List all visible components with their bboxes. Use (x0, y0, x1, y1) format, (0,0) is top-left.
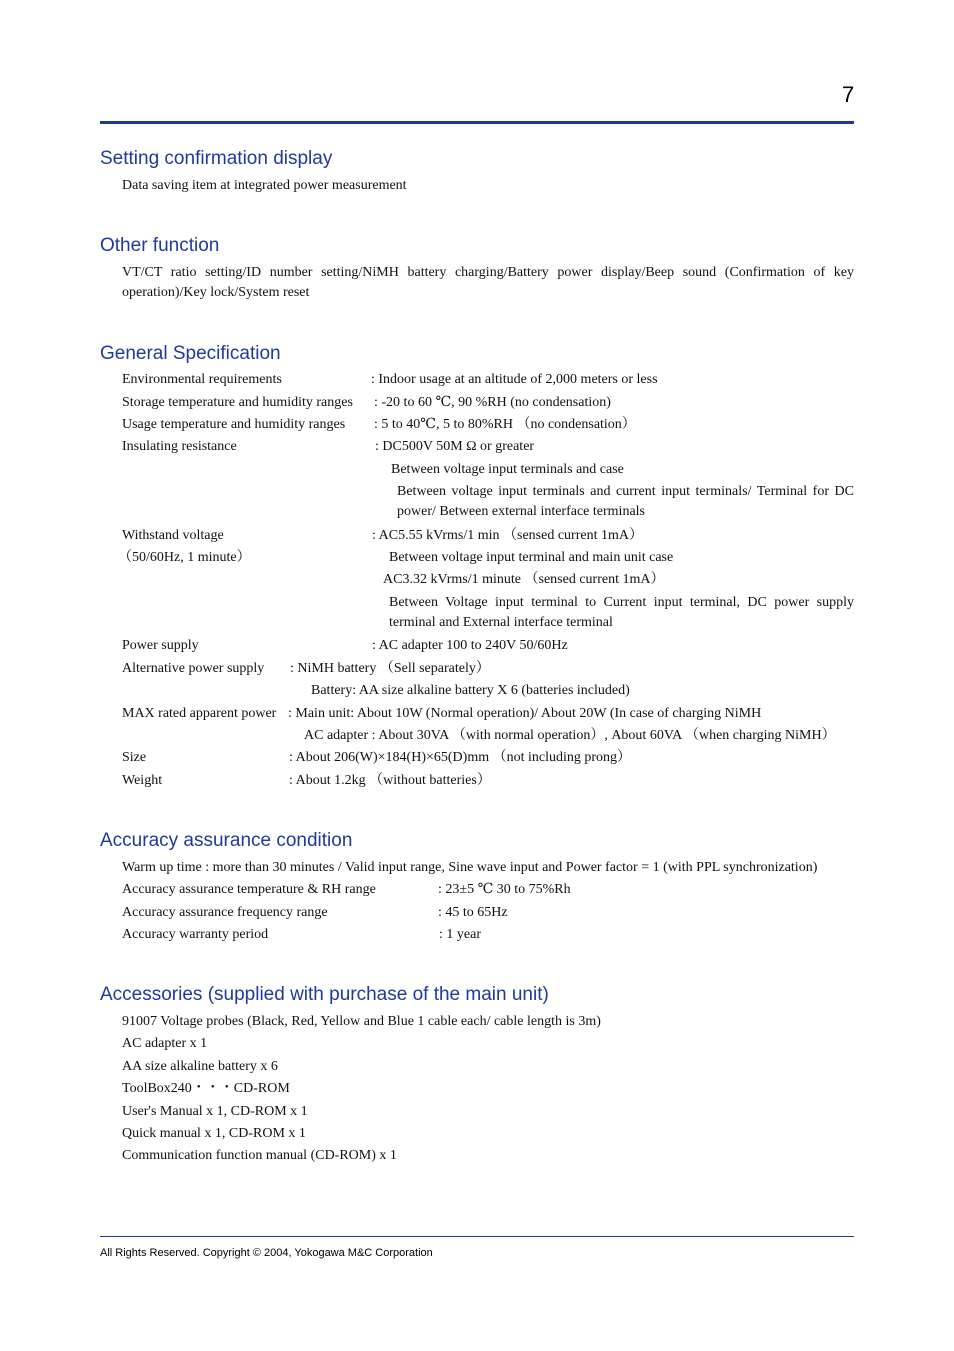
setting-body: Data saving item at integrated power measurement (122, 178, 407, 193)
section-title-accuracy: Accuracy assurance condition (100, 830, 353, 851)
withstand-value1: : AC5.55 kVrms/1 min （sensed current 1mA） (372, 528, 643, 543)
footer-rule (100, 1236, 854, 1237)
insul-line3: Between voltage input terminals and current input terminals/ Terminal for DC power/ Between external interface terminals (397, 484, 854, 519)
withstand-label: Withstand voltage (122, 528, 224, 543)
storage-value: : -20 to 60 ℃, 90 %RH (no condensation) (374, 395, 611, 410)
accuracy-warranty-label: Accuracy warranty period (122, 927, 269, 942)
weight-value: : About 1.2kg （without batteries） (289, 773, 491, 788)
accessory-item: AC adapter x 1 (122, 1036, 208, 1051)
withstand-line4: Between Voltage input terminal to Current input terminal, DC power supply terminal and External interface terminal (389, 595, 854, 630)
withstand-sub: （50/60Hz, 1 minute） (118, 550, 251, 565)
power-label: Power supply (122, 638, 199, 653)
usage-label: Usage temperature and humidity ranges (122, 417, 346, 432)
size-label: Size (122, 750, 147, 765)
max-power-label: MAX rated apparent power (122, 706, 277, 721)
size-value: : About 206(W)×184(H)×65(D)mm （not including prong） (289, 750, 632, 765)
insul-label: Insulating resistance (122, 439, 237, 454)
header-rule (100, 121, 854, 124)
accuracy-freq-value: : 45 to 65Hz (438, 905, 508, 920)
accuracy-temp-label: Accuracy assurance temperature & RH range (122, 882, 376, 897)
accuracy-freq-label: Accuracy assurance frequency range (122, 905, 328, 920)
accuracy-warranty-value: : 1 year (439, 927, 481, 942)
weight-label: Weight (122, 773, 163, 788)
section-title-general: General Specification (100, 343, 281, 364)
section-title-accessories: Accessories (supplied with purchase of the main unit) (100, 984, 549, 1005)
insul-value: : DC500V 50M Ω or greater (375, 439, 535, 454)
section-title-setting: Setting confirmation display (100, 148, 333, 169)
alt-power-line2: Battery: AA size alkaline battery X 6 (batteries included) (311, 683, 630, 698)
other-body: VT/CT ratio setting/ID number setting/NiMH battery charging/Battery power display/Beep sound (Confirmation of key operation)/Key lock/System reset (122, 265, 854, 300)
env-value: : Indoor usage at an altitude of 2,000 meters or less (371, 372, 658, 387)
insul-line2: Between voltage input terminals and case (391, 462, 624, 477)
max-power-value: : Main unit: About 10W (Normal operation)/ About 20W (In case of charging NiMH (288, 706, 762, 721)
accessory-item: Communication function manual (CD-ROM) x 1 (122, 1148, 397, 1163)
page-number: 7 (842, 82, 855, 107)
storage-label: Storage temperature and humidity ranges (122, 395, 353, 410)
power-value: : AC adapter 100 to 240V 50/60Hz (372, 638, 568, 653)
env-label: Environmental requirements (122, 372, 282, 387)
usage-value: : 5 to 40℃, 5 to 80%RH （no condensation） (374, 417, 636, 432)
withstand-line2: Between voltage input terminal and main unit case (389, 550, 674, 565)
accessory-item: 91007 Voltage probes (Black, Red, Yellow and Blue 1 cable each/ cable length is 3m) (122, 1014, 601, 1029)
accessory-item: User's Manual x 1, CD-ROM x 1 (122, 1104, 308, 1119)
alt-power-value: : NiMH battery （Sell separately） (290, 661, 490, 676)
accessory-item: Quick manual x 1, CD-ROM x 1 (122, 1126, 306, 1141)
accuracy-temp-value: : 23±5 ℃ 30 to 75%Rh (438, 882, 571, 897)
accessory-item: ToolBox240・・・CD-ROM (122, 1081, 290, 1096)
max-power-line2: AC adapter : About 30VA （with normal operation）, About 60VA （when charging NiMH） (304, 728, 836, 743)
alt-power-label: Alternative power supply (122, 661, 265, 676)
copyright-footer: All Rights Reserved. Copyright © 2004, Yokogawa M&C Corporation (100, 1247, 433, 1259)
accessory-item: AA size alkaline battery x 6 (122, 1059, 278, 1074)
withstand-value3: AC3.32 kVrms/1 minute （sensed current 1mA） (383, 572, 665, 587)
section-title-other: Other function (100, 235, 220, 256)
warmup-text: Warm up time : more than 30 minutes / Valid input range, Sine wave input and Power factor = 1 (with PPL synchronization) (122, 860, 818, 875)
